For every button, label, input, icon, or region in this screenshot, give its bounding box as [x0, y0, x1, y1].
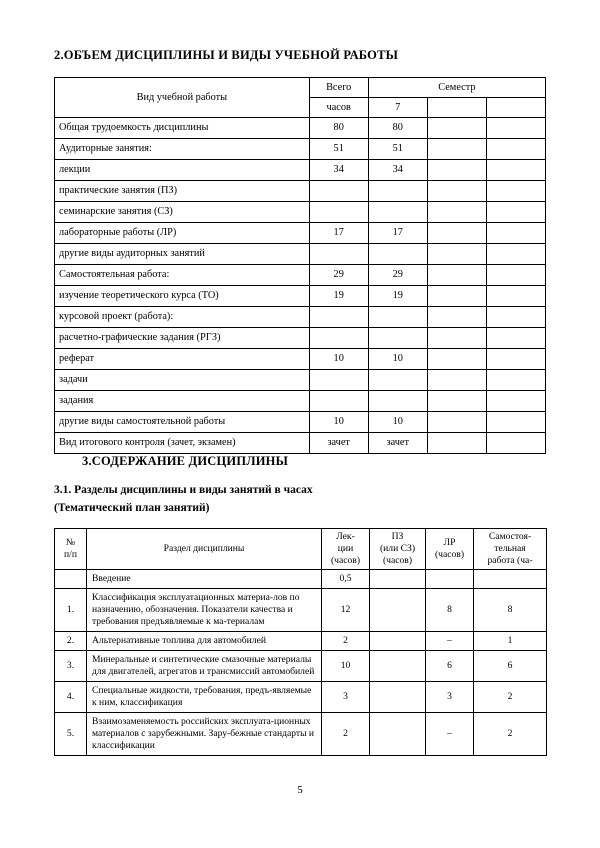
row-label: Самостоятельная работа:: [55, 265, 310, 286]
header-number: [55, 529, 87, 570]
row-sem2: [427, 139, 486, 160]
row-pz: [370, 631, 426, 650]
row-sem3: [486, 223, 545, 244]
row-label: задания: [55, 391, 310, 412]
header-number-line2: п/п: [64, 549, 77, 560]
row-total: [309, 391, 368, 412]
header-lectures-line3: (часов): [330, 555, 361, 566]
table-row: [55, 681, 547, 712]
header-discipline-section: Раздел дисциплины: [87, 529, 322, 570]
row-total: [309, 370, 368, 391]
header-number-line1: №: [65, 537, 76, 549]
table-row: [55, 370, 546, 391]
row-total: 51: [309, 139, 368, 160]
row-sem1: зачет: [368, 433, 427, 454]
header-self-study-line1: Самостоя-: [488, 531, 532, 543]
row-sem2: [427, 370, 486, 391]
row-lr: –: [426, 712, 474, 755]
row-sem3: [486, 202, 545, 223]
row-label: курсовой проект (работа):: [55, 307, 310, 328]
header-semester: Семестр: [368, 78, 545, 98]
table-row: [55, 631, 547, 650]
curriculum-table: [54, 528, 547, 756]
header-pz: [370, 529, 426, 570]
table-row: [55, 569, 547, 588]
row-total: [309, 244, 368, 265]
row-self-study: 8: [474, 588, 547, 631]
row-total: [309, 202, 368, 223]
row-title: Введение: [87, 569, 322, 588]
row-total: 80: [309, 118, 368, 139]
row-sem1: [368, 307, 427, 328]
row-label: Аудиторные занятия:: [55, 139, 310, 160]
row-sem1: [368, 244, 427, 265]
table-header-row: [55, 78, 546, 98]
row-number: 4.: [55, 681, 87, 712]
row-lectures: 3: [322, 681, 370, 712]
header-semester-blank-1: [427, 98, 486, 118]
row-lectures: 2: [322, 712, 370, 755]
row-sem3: [486, 160, 545, 181]
row-lr: [426, 569, 474, 588]
table-row: [55, 223, 546, 244]
row-number: 5.: [55, 712, 87, 755]
row-total: 34: [309, 160, 368, 181]
row-sem3: [486, 286, 545, 307]
row-self-study: 2: [474, 681, 547, 712]
row-sem1: 17: [368, 223, 427, 244]
row-sem3: [486, 349, 545, 370]
subsection-heading-line2: (Тематический план занятий): [54, 501, 210, 514]
header-self-study-line3: работа (ча-: [487, 555, 533, 566]
row-sem2: [427, 412, 486, 433]
row-sem3: [486, 139, 545, 160]
row-sem1: 80: [368, 118, 427, 139]
row-sem2: [427, 433, 486, 454]
row-self-study: 2: [474, 712, 547, 755]
row-sem1: 34: [368, 160, 427, 181]
table-row: [55, 412, 546, 433]
header-pz-line1: ПЗ: [391, 531, 404, 543]
row-sem1: [368, 328, 427, 349]
row-sem3: [486, 307, 545, 328]
row-sem1: 29: [368, 265, 427, 286]
row-total: 29: [309, 265, 368, 286]
row-sem2: [427, 307, 486, 328]
header-lr-line2: (часов): [434, 549, 465, 560]
row-title: Классификация эксплуатационных материа-лов по назначению, обозначения. Показатели качества и требования предъявляемые к ма-териалам: [87, 588, 322, 631]
row-total: [309, 307, 368, 328]
row-sem2: [427, 202, 486, 223]
row-label: расчетно-графические задания (РГЗ): [55, 328, 310, 349]
row-lr: 3: [426, 681, 474, 712]
row-sem3: [486, 265, 545, 286]
table-row: [55, 265, 546, 286]
header-semester-7: 7: [368, 98, 427, 118]
row-total: 19: [309, 286, 368, 307]
table-row: [55, 139, 546, 160]
table-row: [55, 349, 546, 370]
row-pz: [370, 588, 426, 631]
row-number: 2.: [55, 631, 87, 650]
subsection-heading-line1: 3.1. Разделы дисциплины и виды занятий в часах: [54, 484, 313, 496]
header-self-study: [474, 529, 547, 570]
header-total-hours-line2: часов: [309, 98, 368, 118]
row-lr: 8: [426, 588, 474, 631]
table-row: [55, 181, 546, 202]
row-sem3: [486, 391, 545, 412]
row-sem2: [427, 223, 486, 244]
row-pz: [370, 681, 426, 712]
row-title: Специальные жидкости, требования, предъ-являемые к ним, классификация: [87, 681, 322, 712]
row-self-study: [474, 569, 547, 588]
row-total: 10: [309, 349, 368, 370]
row-label: изучение теоретического курса (ТО): [55, 286, 310, 307]
header-semester-blank-2: [486, 98, 545, 118]
header-lectures-line1: Лек-: [336, 531, 355, 543]
row-sem2: [427, 265, 486, 286]
row-lectures: 0,5: [322, 569, 370, 588]
table-row: [55, 328, 546, 349]
header-pz-line3: (часов): [382, 555, 413, 566]
row-pz: [370, 569, 426, 588]
row-title: Альтернативные топлива для автомобилей: [87, 631, 322, 650]
row-sem3: [486, 328, 545, 349]
row-sem2: [427, 244, 486, 265]
table-row: [55, 160, 546, 181]
row-number: [55, 569, 87, 588]
header-lectures-line2: ции: [337, 543, 354, 555]
page-title-section-3: 3.СОДЕРЖАНИЕ ДИСЦИПЛИНЫ: [82, 454, 289, 468]
row-sem3: [486, 181, 545, 202]
row-total: [309, 328, 368, 349]
row-pz: [370, 650, 426, 681]
row-label: Общая трудоемкость дисциплины: [55, 118, 310, 139]
row-lr: –: [426, 631, 474, 650]
table-header-row: [55, 529, 547, 570]
table-row: [55, 202, 546, 223]
row-sem1: 51: [368, 139, 427, 160]
header-total-hours-line1: Всего: [309, 78, 368, 98]
row-sem2: [427, 181, 486, 202]
row-lectures: 2: [322, 631, 370, 650]
row-label: Вид итогового контроля (зачет, экзамен): [55, 433, 310, 454]
table-row: [55, 588, 547, 631]
row-sem1: 19: [368, 286, 427, 307]
header-lr: [426, 529, 474, 570]
row-sem2: [427, 118, 486, 139]
table-row: [55, 244, 546, 265]
table-row: [55, 391, 546, 412]
row-title: Взаимозаменяемость российских эксплуата-ционных материалов с зарубежными. Зару-бежные стандарты и классификации: [87, 712, 322, 755]
table-row: [55, 118, 546, 139]
row-sem2: [427, 349, 486, 370]
row-label: практические занятия (ПЗ): [55, 181, 310, 202]
header-work-type: Вид учебной работы: [55, 78, 310, 118]
row-sem1: [368, 370, 427, 391]
header-self-study-line2: тельная: [494, 543, 526, 555]
row-label: лабораторные работы (ЛР): [55, 223, 310, 244]
row-label: другие виды аудиторных занятий: [55, 244, 310, 265]
row-label: реферат: [55, 349, 310, 370]
table-row: [55, 712, 547, 755]
row-sem1: [368, 202, 427, 223]
row-label: задачи: [55, 370, 310, 391]
row-title: Минеральные и синтетические смазочные материалы для двигателей, агрегатов и трансмиссий автомобилей: [87, 650, 322, 681]
header-lectures: [322, 529, 370, 570]
row-label: другие виды самостоятельной работы: [55, 412, 310, 433]
table-row: [55, 286, 546, 307]
row-sem3: [486, 370, 545, 391]
table-row: [55, 307, 546, 328]
table-row: [55, 650, 547, 681]
row-sem2: [427, 286, 486, 307]
row-sem2: [427, 328, 486, 349]
row-self-study: 1: [474, 631, 547, 650]
row-sem1: [368, 391, 427, 412]
subsection-heading: [54, 483, 546, 516]
row-sem1: 10: [368, 349, 427, 370]
row-total: 10: [309, 412, 368, 433]
row-label: семинарские занятия (СЗ): [55, 202, 310, 223]
page-number: 5: [297, 784, 303, 796]
row-lectures: 10: [322, 650, 370, 681]
row-sem2: [427, 160, 486, 181]
row-total: зачет: [309, 433, 368, 454]
header-pz-line2: (или СЗ): [379, 543, 416, 555]
row-sem3: [486, 244, 545, 265]
table-row: [55, 433, 546, 454]
row-label: лекции: [55, 160, 310, 181]
workload-table: [54, 77, 546, 454]
row-total: [309, 181, 368, 202]
row-lr: 6: [426, 650, 474, 681]
row-sem3: [486, 118, 545, 139]
row-self-study: 6: [474, 650, 547, 681]
row-sem1: 10: [368, 412, 427, 433]
page-title-section-2: 2.ОБЪЕМ ДИСЦИПЛИНЫ И ВИДЫ УЧЕБНОЙ РАБОТЫ: [54, 48, 399, 62]
row-sem1: [368, 181, 427, 202]
row-sem2: [427, 391, 486, 412]
row-number: 3.: [55, 650, 87, 681]
row-number: 1.: [55, 588, 87, 631]
header-lr-line1: ЛР: [443, 537, 456, 549]
row-pz: [370, 712, 426, 755]
row-sem3: [486, 433, 545, 454]
row-sem3: [486, 412, 545, 433]
row-total: 17: [309, 223, 368, 244]
row-lectures: 12: [322, 588, 370, 631]
